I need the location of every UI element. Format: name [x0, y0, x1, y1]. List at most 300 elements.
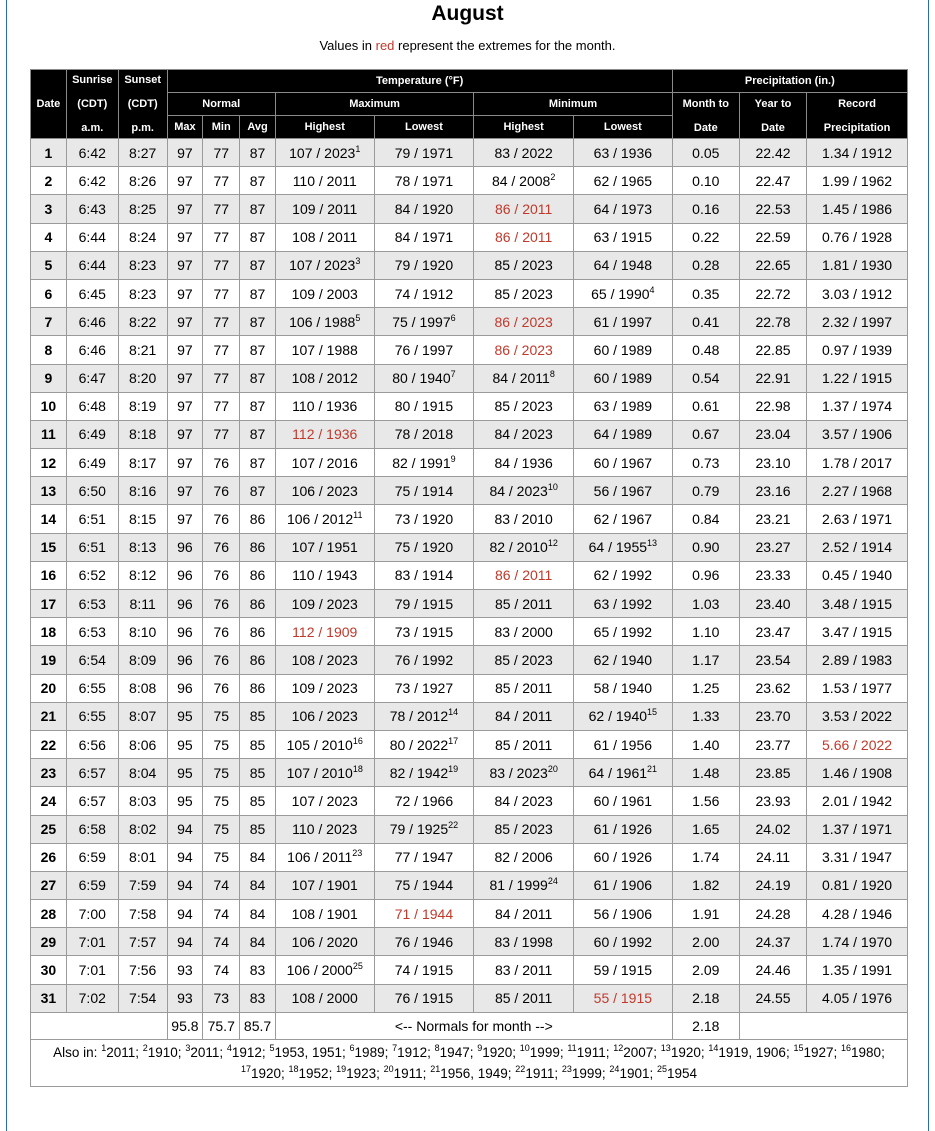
cell-ytd: 23.77 — [739, 730, 806, 758]
cell-value: 106 / 2020 — [291, 933, 358, 950]
cell-rec — [807, 533, 908, 561]
cell-navg: 87 — [240, 279, 276, 307]
footnote-marker: 10 — [547, 481, 558, 492]
cell-ytd: 23.33 — [739, 561, 806, 589]
cell-ytd: 22.53 — [739, 195, 806, 223]
table-row — [31, 956, 908, 984]
header-minimum: Minimum — [474, 93, 672, 116]
cell-navg: 87 — [240, 364, 276, 392]
cell-minlo — [574, 195, 673, 223]
cell-minhi — [474, 787, 574, 815]
cell-sunset: 8:20 — [118, 364, 167, 392]
cell-value: 1.35 / 1991 — [822, 962, 893, 979]
cell-nmin: 75 — [203, 730, 240, 758]
cell-value: 85 / 2011 — [494, 736, 553, 753]
cell-date: 5 — [31, 251, 67, 279]
cell-minlo — [574, 449, 673, 477]
cell-sunset: 8:23 — [118, 251, 167, 279]
header-max-lowest: Lowest — [374, 116, 474, 139]
header-record-precipitation: Record Precipitation — [807, 93, 908, 139]
cell-nmin: 77 — [203, 308, 240, 336]
footnote-marker: 8 — [549, 369, 555, 380]
footnote-years: 1954 — [667, 1065, 698, 1081]
cell-date: 26 — [31, 843, 67, 871]
header-min-lowest: Lowest — [574, 116, 673, 139]
cell-minlo — [574, 336, 673, 364]
cell-ytd: 23.85 — [739, 759, 806, 787]
cell-date: 8 — [31, 336, 67, 364]
cell-sunset: 8:22 — [118, 308, 167, 336]
cell-minlo — [574, 477, 673, 505]
cell-rec — [807, 590, 908, 618]
cell-minlo — [574, 505, 673, 533]
cell-value: 78 / 2012 — [389, 708, 449, 725]
header-year-to-date: Year to Date — [739, 93, 806, 139]
cell-sunrise: 6:59 — [66, 843, 118, 871]
footnote-number: 1 — [101, 1042, 107, 1053]
cell-value: 84 / 2023 — [494, 792, 553, 809]
footnote-number: 13 — [660, 1042, 671, 1053]
cell-nmin: 73 — [203, 984, 240, 1012]
cell-value: 79 / 1925 — [389, 821, 449, 838]
cell-value: 80 / 2022 — [389, 736, 449, 753]
footnote-years: 1920; — [482, 1044, 520, 1060]
cell-rec — [807, 815, 908, 843]
cell-navg: 87 — [240, 449, 276, 477]
cell-navg: 86 — [240, 646, 276, 674]
cell-ytd: 22.85 — [739, 336, 806, 364]
cell-nmax: 95 — [167, 702, 203, 730]
cell-sunset: 8:10 — [118, 618, 167, 646]
cell-sunset: 8:06 — [118, 730, 167, 758]
cell-rec — [807, 871, 908, 899]
cell-nmax: 97 — [167, 505, 203, 533]
cell-maxlo — [374, 702, 474, 730]
cell-mtd: 1.03 — [672, 590, 739, 618]
legend-text-after: represent the extremes for the month. — [394, 38, 616, 53]
cell-value: 60 / 1967 — [593, 454, 653, 471]
cell-sunrise: 6:52 — [66, 561, 118, 589]
cell-mtd: 1.74 — [672, 843, 739, 871]
cell-nmin: 76 — [203, 674, 240, 702]
cell-value: 110 / 2011 — [292, 172, 357, 189]
cell-value: 108 / 2023 — [291, 651, 358, 668]
cell-rec — [807, 759, 908, 787]
cell-nmax: 96 — [167, 618, 203, 646]
cell-value: 64 / 1989 — [593, 426, 653, 443]
cell-maxhi — [275, 646, 374, 674]
cell-minhi — [474, 449, 574, 477]
footnote-number: 5 — [269, 1042, 275, 1053]
cell-rec — [807, 279, 908, 307]
normals-max: 95.8 — [167, 1012, 203, 1039]
cell-sunrise: 6:54 — [66, 646, 118, 674]
cell-minlo — [574, 674, 673, 702]
footnote-marker: 12 — [547, 538, 558, 549]
cell-value: 108 / 2011 — [292, 229, 358, 246]
cell-value: 82 / 2010 — [489, 539, 548, 556]
cell-value: 84 / 2011 — [492, 370, 550, 387]
cell-ytd: 23.70 — [739, 702, 806, 730]
cell-ytd: 24.19 — [739, 871, 806, 899]
table-row — [31, 477, 908, 505]
cell-value: 60 / 1926 — [593, 849, 653, 866]
cell-value: 73 / 1927 — [394, 680, 454, 697]
cell-navg: 85 — [240, 759, 276, 787]
cell-rec — [807, 561, 908, 589]
header-max-highest: Highest — [275, 116, 374, 139]
cell-value: 73 / 1915 — [394, 623, 454, 640]
cell-nmax: 97 — [167, 420, 203, 448]
cell-maxhi — [275, 871, 374, 899]
cell-value: 60 / 1961 — [593, 792, 653, 809]
cell-nmin: 76 — [203, 561, 240, 589]
cell-value: 86 / 2011 — [494, 229, 553, 246]
cell-value: 84 / 2011 — [494, 708, 553, 725]
cell-mtd: 0.35 — [672, 279, 739, 307]
cell-value: 84 / 2011 — [494, 905, 553, 922]
cell-value: 107 / 1951 — [291, 539, 358, 556]
cell-sunset: 7:56 — [118, 956, 167, 984]
footnote-number: 4 — [226, 1042, 232, 1053]
cell-value: 83 / 2022 — [494, 144, 553, 161]
cell-nmin: 76 — [203, 646, 240, 674]
normals-row — [31, 1012, 908, 1039]
cell-nmin: 77 — [203, 223, 240, 251]
footnote-number: 3 — [185, 1042, 191, 1053]
cell-date: 30 — [31, 956, 67, 984]
footnote-years: 1947; — [439, 1044, 478, 1060]
cell-maxhi — [275, 195, 374, 223]
cell-date: 3 — [31, 195, 67, 223]
cell-minhi — [474, 674, 574, 702]
cell-rec — [807, 336, 908, 364]
cell-maxlo — [374, 420, 474, 448]
cell-minhi — [474, 364, 574, 392]
normals-min: 75.7 — [203, 1012, 240, 1039]
cell-nmin: 76 — [203, 477, 240, 505]
cell-nmin: 77 — [203, 195, 240, 223]
cell-mtd: 1.33 — [672, 702, 739, 730]
cell-rec — [807, 364, 908, 392]
cell-mtd: 1.25 — [672, 674, 739, 702]
cell-date: 16 — [31, 561, 67, 589]
footnote-years: 1927; — [803, 1044, 842, 1060]
cell-sunrise: 6:46 — [66, 336, 118, 364]
footnote-years: 1911; — [576, 1044, 614, 1060]
cell-ytd: 23.62 — [739, 674, 806, 702]
cell-ytd: 23.54 — [739, 646, 806, 674]
cell-value: 105 / 2010 — [286, 736, 353, 753]
cell-nmin: 76 — [203, 505, 240, 533]
cell-rec — [807, 618, 908, 646]
cell-value: 79 / 1915 — [394, 595, 454, 612]
cell-maxlo — [374, 815, 474, 843]
cell-value: 83 / 2011 — [494, 962, 553, 979]
cell-mtd: 0.22 — [672, 223, 739, 251]
cell-sunset: 7:59 — [118, 871, 167, 899]
cell-rec — [807, 702, 908, 730]
cell-nmin: 75 — [203, 787, 240, 815]
cell-nmax: 94 — [167, 871, 203, 899]
cell-value: 85 / 2011 — [494, 990, 553, 1007]
cell-sunset: 8:27 — [118, 139, 167, 167]
footnote-number: 2 — [142, 1042, 148, 1053]
cell-nmax: 96 — [167, 533, 203, 561]
cell-value: 62 / 1965 — [593, 172, 653, 189]
cell-value: 83 / 2010 — [494, 511, 553, 528]
cell-value: 5.66 / 2022 — [822, 736, 893, 753]
table-row — [31, 561, 908, 589]
cell-sunrise: 6:45 — [66, 279, 118, 307]
cell-nmin: 76 — [203, 449, 240, 477]
cell-maxlo — [374, 533, 474, 561]
cell-value: 107 / 2023 — [289, 144, 356, 161]
cell-value: 62 / 1940 — [588, 708, 648, 725]
cell-minhi — [474, 815, 574, 843]
cell-sunset: 7:58 — [118, 900, 167, 928]
cell-nmax: 94 — [167, 843, 203, 871]
cell-nmax: 97 — [167, 279, 203, 307]
cell-value: 106 / 2011 — [287, 849, 353, 866]
cell-date: 25 — [31, 815, 67, 843]
cell-value: 84 / 2023 — [494, 426, 553, 443]
cell-value: 109 / 2023 — [291, 595, 358, 612]
cell-sunset: 8:01 — [118, 843, 167, 871]
header-sunset: Sunset (CDT) p.m. — [118, 70, 167, 139]
cell-minlo — [574, 167, 673, 195]
cell-nmin: 74 — [203, 928, 240, 956]
cell-minlo — [574, 308, 673, 336]
cell-minlo — [574, 815, 673, 843]
footnote-marker: 9 — [450, 453, 456, 464]
cell-minhi — [474, 759, 574, 787]
cell-minhi — [474, 561, 574, 589]
cell-minhi — [474, 308, 574, 336]
cell-maxhi — [275, 251, 374, 279]
cell-maxhi — [275, 167, 374, 195]
cell-value: 1.22 / 1915 — [822, 370, 893, 387]
cell-ytd: 22.72 — [739, 279, 806, 307]
cell-minlo — [574, 984, 673, 1012]
cell-navg: 86 — [240, 618, 276, 646]
cell-sunset: 8:23 — [118, 279, 167, 307]
table-row — [31, 449, 908, 477]
cell-mtd: 1.17 — [672, 646, 739, 674]
cell-value: 85 / 2011 — [494, 680, 553, 697]
cell-ytd: 22.65 — [739, 251, 806, 279]
header-date: Date — [31, 70, 67, 139]
cell-minhi — [474, 702, 574, 730]
cell-minlo — [574, 900, 673, 928]
cell-sunrise: 6:55 — [66, 702, 118, 730]
cell-date: 13 — [31, 477, 67, 505]
footnote-number: 14 — [708, 1042, 719, 1053]
cell-minhi — [474, 533, 574, 561]
footnote-years: 1910; — [147, 1044, 186, 1060]
cell-nmin: 74 — [203, 900, 240, 928]
cell-mtd: 1.91 — [672, 900, 739, 928]
cell-nmax: 97 — [167, 392, 203, 420]
cell-value: 108 / 2000 — [291, 990, 358, 1007]
cell-maxlo — [374, 984, 474, 1012]
footnote-years: 1980; — [851, 1044, 885, 1060]
normals-avg: 85.7 — [240, 1012, 276, 1039]
cell-mtd: 0.54 — [672, 364, 739, 392]
cell-date: 7 — [31, 308, 67, 336]
header-min-highest: Highest — [474, 116, 574, 139]
cell-date: 17 — [31, 590, 67, 618]
cell-value: 3.47 / 1915 — [822, 623, 893, 640]
cell-minlo — [574, 561, 673, 589]
cell-minlo — [574, 392, 673, 420]
cell-value: 85 / 2023 — [494, 257, 553, 274]
cell-value: 85 / 2023 — [494, 285, 553, 302]
footnote-years: 2011; — [190, 1044, 227, 1060]
cell-value: 85 / 2023 — [494, 398, 553, 415]
cell-sunrise: 6:50 — [66, 477, 118, 505]
cell-sunrise: 6:44 — [66, 223, 118, 251]
header-normal: Normal — [167, 93, 275, 116]
cell-navg: 87 — [240, 195, 276, 223]
cell-rec — [807, 646, 908, 674]
cell-minlo — [574, 590, 673, 618]
normals-empty — [739, 1012, 907, 1039]
page-title: August — [431, 2, 504, 25]
cell-sunrise: 6:48 — [66, 392, 118, 420]
footnote-number: 6 — [349, 1042, 355, 1053]
cell-ytd: 23.10 — [739, 449, 806, 477]
cell-date: 2 — [31, 167, 67, 195]
footnote-marker: 18 — [352, 763, 363, 774]
footnote-number: 17 — [240, 1063, 251, 1074]
footnote-years: 1920; — [670, 1044, 709, 1060]
cell-maxlo — [374, 392, 474, 420]
cell-minlo — [574, 730, 673, 758]
cell-date: 6 — [31, 279, 67, 307]
cell-mtd: 0.67 — [672, 420, 739, 448]
cell-value: 73 / 1920 — [394, 511, 454, 528]
cell-value: 63 / 1915 — [593, 229, 653, 246]
cell-nmin: 75 — [203, 759, 240, 787]
cell-maxlo — [374, 843, 474, 871]
header-normal-min: Min — [203, 116, 240, 139]
cell-minlo — [574, 759, 673, 787]
cell-minhi — [474, 139, 574, 167]
footnote-number: 16 — [841, 1042, 852, 1053]
cell-maxhi — [275, 279, 374, 307]
cell-navg: 84 — [240, 871, 276, 899]
cell-navg: 87 — [240, 167, 276, 195]
cell-value: 107 / 1901 — [291, 877, 358, 894]
cell-minlo — [574, 420, 673, 448]
cell-value: 78 / 2018 — [394, 426, 454, 443]
cell-value: 0.45 / 1940 — [822, 567, 893, 584]
cell-date: 20 — [31, 674, 67, 702]
cell-date: 18 — [31, 618, 67, 646]
cell-navg: 87 — [240, 420, 276, 448]
cell-mtd: 0.90 — [672, 533, 739, 561]
cell-rec — [807, 505, 908, 533]
cell-nmin: 77 — [203, 251, 240, 279]
cell-maxhi — [275, 420, 374, 448]
cell-date: 15 — [31, 533, 67, 561]
cell-minhi — [474, 477, 574, 505]
cell-value: 76 / 1997 — [394, 341, 454, 358]
cell-minlo — [574, 928, 673, 956]
cell-rec — [807, 674, 908, 702]
cell-value: 1.37 / 1971 — [822, 821, 893, 838]
cell-sunrise: 7:00 — [66, 900, 118, 928]
cell-mtd: 0.61 — [672, 392, 739, 420]
cell-maxlo — [374, 787, 474, 815]
cell-value: 65 / 1992 — [593, 623, 653, 640]
cell-date: 11 — [31, 420, 67, 448]
cell-nmax: 97 — [167, 364, 203, 392]
cell-sunrise: 6:49 — [66, 420, 118, 448]
footnote-years: 1999; — [571, 1065, 610, 1081]
cell-sunset: 8:02 — [118, 815, 167, 843]
cell-maxlo — [374, 308, 474, 336]
footnote-years: 1923; — [346, 1065, 384, 1081]
cell-nmin: 77 — [203, 336, 240, 364]
cell-minhi — [474, 195, 574, 223]
cell-minlo — [574, 646, 673, 674]
cell-maxlo — [374, 167, 474, 195]
cell-maxhi — [275, 561, 374, 589]
cell-maxlo — [374, 561, 474, 589]
table-row — [31, 900, 908, 928]
cell-maxlo — [374, 928, 474, 956]
cell-value: 64 / 1973 — [593, 200, 653, 217]
cell-value: 71 / 1944 — [394, 905, 454, 922]
cell-maxhi — [275, 956, 374, 984]
footnote-marker: 13 — [647, 538, 658, 549]
cell-mtd: 2.09 — [672, 956, 739, 984]
cell-value: 109 / 2011 — [292, 200, 358, 217]
footnote-number: 8 — [434, 1042, 440, 1053]
table-row — [31, 195, 908, 223]
cell-ytd: 23.27 — [739, 533, 806, 561]
cell-maxlo — [374, 674, 474, 702]
cell-value: 3.48 / 1915 — [822, 595, 893, 612]
footnote-years: 1911; — [525, 1065, 562, 1081]
cell-date: 21 — [31, 702, 67, 730]
cell-maxlo — [374, 590, 474, 618]
cell-value: 81 / 1999 — [489, 877, 548, 894]
cell-navg: 83 — [240, 956, 276, 984]
cell-value: 86 / 2023 — [494, 341, 553, 358]
cell-value: 3.57 / 1906 — [822, 426, 893, 443]
cell-value: 86 / 2011 — [494, 567, 553, 584]
cell-sunrise: 7:02 — [66, 984, 118, 1012]
cell-minhi — [474, 420, 574, 448]
footnote-years: 2007; — [623, 1044, 661, 1060]
cell-sunset: 8:21 — [118, 336, 167, 364]
footnote-marker: 19 — [448, 763, 459, 774]
footnote-marker: 24 — [547, 876, 558, 887]
cell-minhi — [474, 871, 574, 899]
table-row — [31, 392, 908, 420]
cell-date: 12 — [31, 449, 67, 477]
footnote-marker: 21 — [647, 763, 658, 774]
cell-maxlo — [374, 336, 474, 364]
footnote-marker: 15 — [647, 707, 658, 718]
cell-value: 112 / 1936 — [292, 426, 358, 443]
cell-value: 0.97 / 1939 — [822, 341, 893, 358]
cell-value: 107 / 2010 — [286, 764, 353, 781]
cell-navg: 87 — [240, 392, 276, 420]
